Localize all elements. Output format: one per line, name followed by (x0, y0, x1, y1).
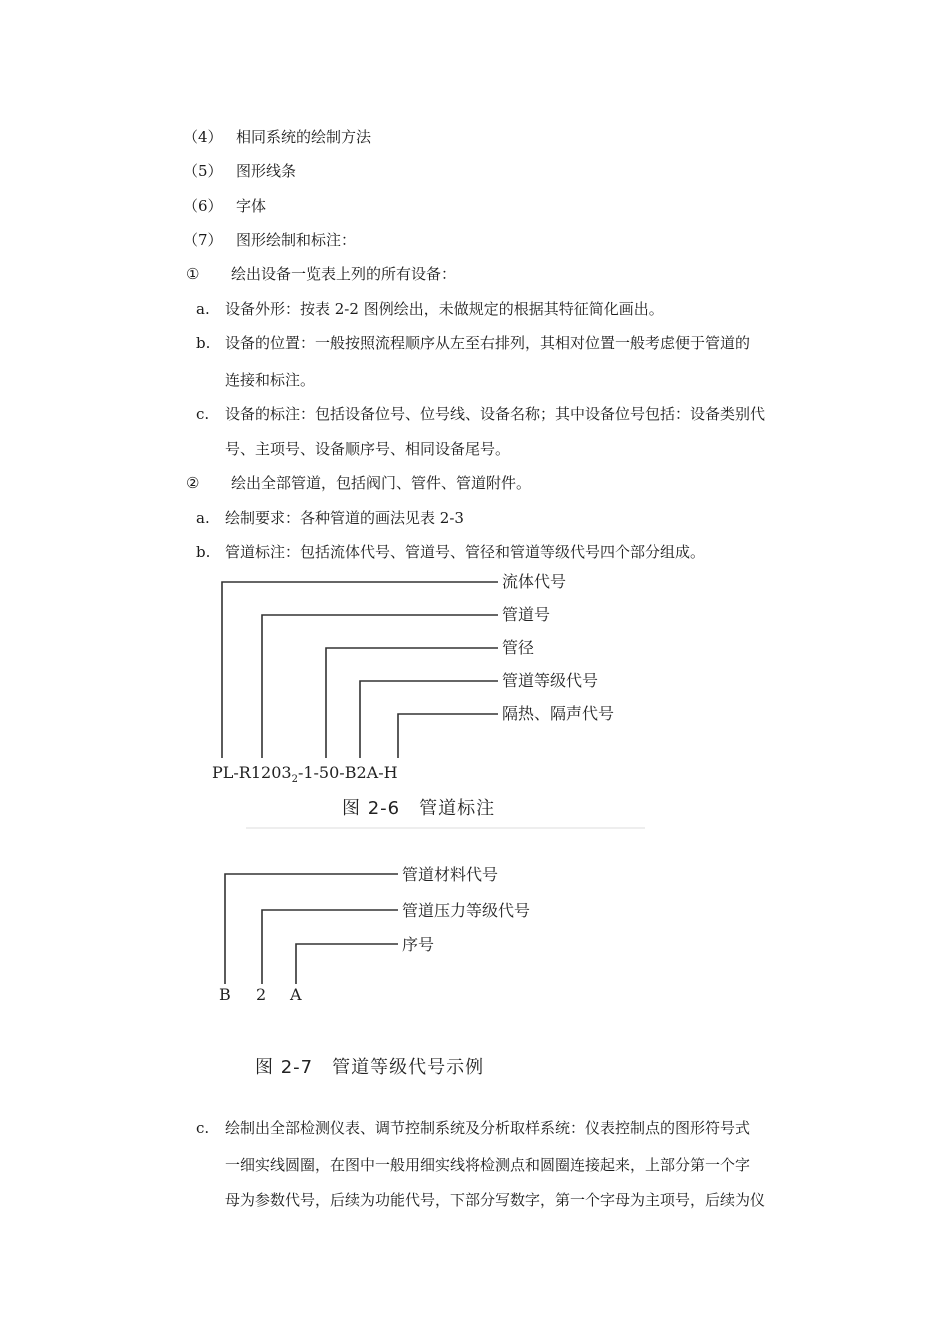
step1-a-marker: a. (196, 300, 210, 318)
figure-2-6-caption: 图 2-6 管道标注 (342, 798, 496, 819)
grade-code-a: A (290, 985, 302, 1004)
step1-text: 绘出设备一览表上列的所有设备： (231, 265, 457, 283)
label-pipe-grade-code: 管道等级代号 (502, 671, 599, 690)
step1-b-marker: b. (196, 334, 211, 352)
label-serial-number: 序号 (402, 935, 435, 954)
step2-b-marker: b. (196, 543, 211, 561)
list-item-5: 图形线条 (236, 162, 297, 180)
label-pipe-number: 管道号 (502, 605, 551, 624)
label-insulation-code: 隔热、隔声代号 (502, 704, 615, 723)
grade-code-2: 2 (256, 985, 267, 1004)
list-marker-4: （4） (183, 128, 223, 146)
label-material-code: 管道材料代号 (402, 865, 499, 884)
step1-c-marker: c. (196, 405, 210, 423)
step1-c-line2: 号、主项号、设备顺序号、相同设备尾号。 (225, 440, 511, 458)
pipe-code-prefix: PL-R1203 (212, 763, 292, 782)
list-marker-5: （5） (183, 162, 223, 180)
step1-a-text: 设备外形：按表 2-2 图例绘出，未做规定的根据其特征简化画出。 (225, 300, 664, 318)
list-marker-6: （6） (183, 197, 223, 215)
step1-b-line1: 设备的位置：一般按照流程顺序从左至右排列，其相对位置一般考虑便于管道的 (225, 334, 751, 352)
leader-line-serial (296, 944, 398, 984)
step2-a-marker: a. (196, 509, 210, 527)
list-item-7: 图形绘制和标注： (236, 231, 357, 249)
step2-c-line2: 一细实线圆圈，在图中一般用细实线将检测点和圆圈连接起来，上部分第一个字 (225, 1156, 751, 1174)
step2-a-text: 绘制要求：各种管道的画法见表 2-3 (225, 509, 464, 527)
step2-b-text: 管道标注：包括流体代号、管道号、管径和管道等级代号四个部分组成。 (225, 543, 706, 561)
step2-c-line1: 绘制出全部检测仪表、调节控制系统及分析取样系统：仪表控制点的图形符号式 (225, 1119, 751, 1137)
leader-line-pressure-code (262, 910, 398, 984)
label-fluid-code: 流体代号 (502, 572, 567, 591)
label-pressure-grade-code: 管道压力等级代号 (402, 901, 531, 920)
step2-c-line3: 母为参数代号，后续为功能代号，下部分写数字，第一个字母为主项号，后续为仪 (225, 1191, 766, 1209)
label-pipe-diameter: 管径 (502, 638, 535, 657)
step2-marker: ② (186, 474, 200, 492)
list-marker-7: （7） (183, 231, 223, 249)
step2-c-marker: c. (196, 1119, 210, 1137)
figure-2-7-caption: 图 2-7 管道等级代号示例 (255, 1057, 485, 1078)
step1-b-line2: 连接和标注。 (225, 371, 316, 389)
step2-text: 绘出全部管道，包括阀门、管件、管道附件。 (231, 474, 532, 492)
list-item-4: 相同系统的绘制方法 (236, 128, 372, 146)
list-item-6: 字体 (236, 197, 267, 215)
step1-marker: ① (186, 265, 200, 283)
step1-c-line1: 设备的标注：包括设备位号、位号线、设备名称；其中设备位号包括：设备类别代 (225, 405, 766, 423)
grade-code-b: B (219, 985, 231, 1004)
pipe-code-suffix: -1-50-B2A-H (297, 763, 398, 782)
pipe-code-subscript: 2 (291, 774, 298, 786)
leader-line-material-code (225, 874, 398, 984)
